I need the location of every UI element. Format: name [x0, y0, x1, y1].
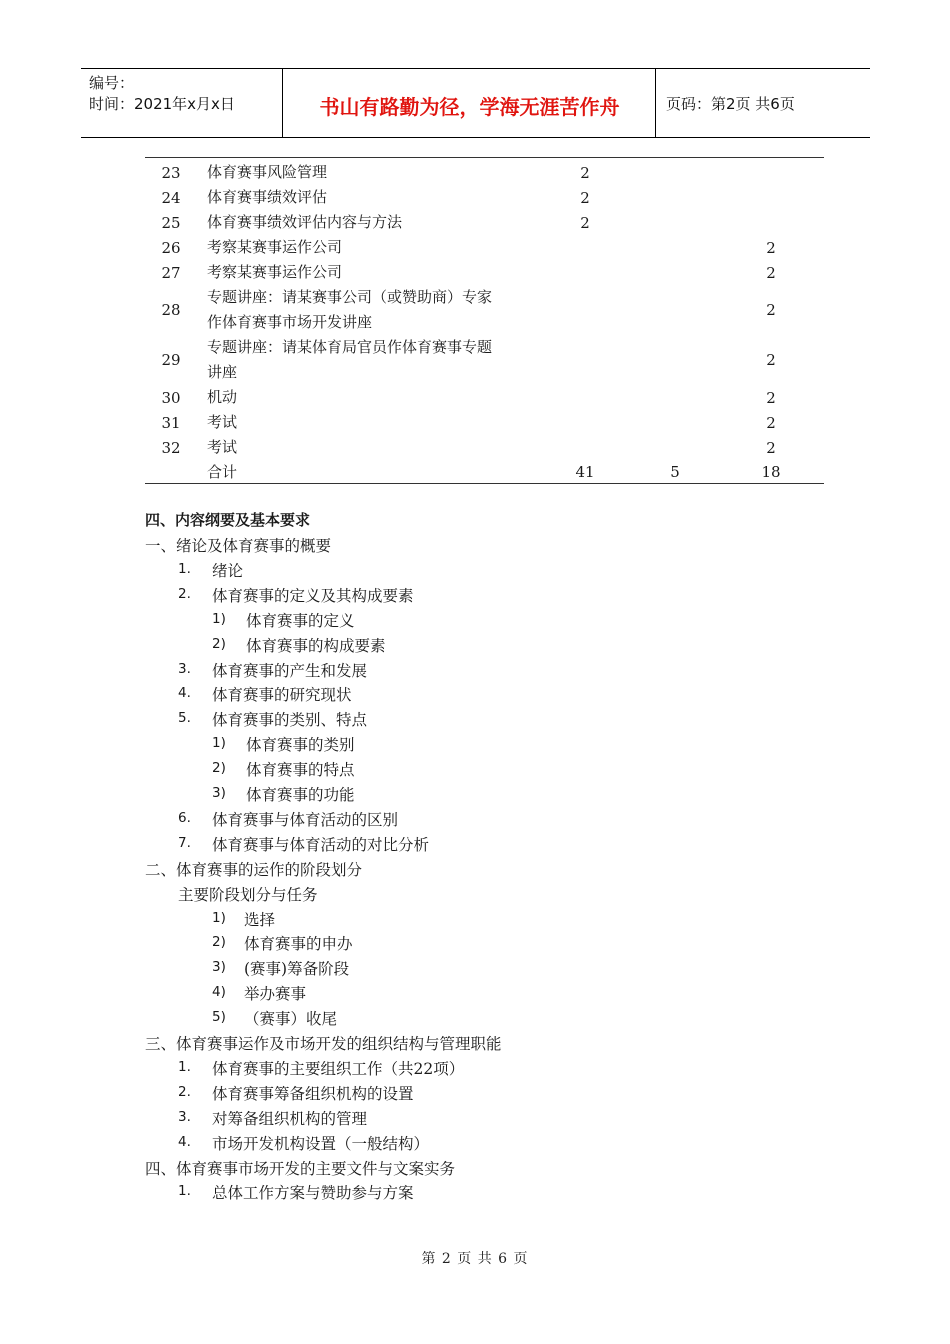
- total-label: 合计: [207, 463, 238, 481]
- outline-item-text: 三、体育赛事运作及市场开发的组织结构与管理职能: [145, 1035, 502, 1053]
- outline-item-text: 对筹备组织机构的管理: [212, 1109, 368, 1128]
- row-hours-c: 2: [766, 301, 776, 319]
- outline-item-text: 体育赛事的特点: [246, 761, 355, 780]
- outline-item-number: 2): [212, 635, 226, 652]
- outline-item-number: 2.: [178, 585, 191, 602]
- page-header: [81, 68, 870, 138]
- row-title: 考试: [207, 438, 238, 456]
- outline-item-text: 四、体育赛事市场开发的主要文件与文案实务: [145, 1159, 456, 1178]
- outline-item-number: 2): [212, 760, 226, 777]
- row-hours-c: 2: [766, 438, 776, 457]
- time-label: 时间：2021年x月x日: [89, 95, 235, 113]
- table-row: [145, 185, 824, 210]
- section-heading: 四、内容纲要及基本要求: [145, 511, 311, 529]
- row-title: 专题讲座：请某体育局官员作体育赛事专题: [207, 338, 493, 356]
- outline-item-number: 1): [212, 735, 226, 752]
- row-number: 31: [161, 413, 181, 432]
- outline-item-number: 1.: [178, 1183, 191, 1200]
- outline-item-text: 体育赛事的定义及其构成要素: [212, 586, 414, 605]
- outline-item-number: 1): [212, 610, 226, 627]
- outline-item-number: 5): [212, 1009, 226, 1026]
- row-title: 专题讲座：请某赛事公司（或赞助商）专家: [207, 288, 493, 306]
- outline-item-text: 体育赛事的产生和发展: [212, 661, 368, 680]
- outline-item-text: 体育赛事与体育活动的区别: [212, 810, 399, 829]
- outline-item-number: 1): [212, 909, 226, 926]
- code-label: 编号：: [89, 74, 135, 92]
- row-title: 考察某赛事运作公司: [207, 238, 343, 256]
- row-hours-c: 2: [766, 263, 776, 282]
- outline-item-text: (赛事)筹备阶段: [244, 960, 350, 979]
- table-row: [145, 335, 824, 385]
- row-title: 机动: [207, 388, 238, 406]
- table-row: [145, 260, 824, 285]
- row-hours-c: 2: [766, 388, 776, 407]
- outline-item-text: 二、体育赛事的运作的阶段划分: [145, 860, 363, 879]
- outline-item-text: 绪论: [212, 561, 244, 580]
- outline-item-text: 体育赛事的申办: [244, 935, 353, 954]
- outline-item-number: 5.: [178, 710, 191, 727]
- row-number: 25: [161, 213, 181, 232]
- table-row: [145, 285, 824, 335]
- table-row: [145, 210, 824, 235]
- row-number: 26: [161, 238, 181, 257]
- outline-item-number: 4): [212, 984, 226, 1001]
- outline-item-text: 体育赛事的构成要素: [246, 636, 386, 655]
- row-hours-c: 2: [766, 238, 776, 257]
- row-number: 27: [161, 263, 181, 282]
- row-title: 考察某赛事运作公司: [207, 263, 343, 281]
- row-number: 32: [161, 438, 181, 457]
- outline-item-text: 选择: [244, 910, 276, 929]
- outline-item-number: 7.: [178, 834, 191, 851]
- outline-item-number: 1.: [178, 560, 191, 577]
- outline-item-number: 3): [212, 959, 226, 976]
- outline-item-text: 体育赛事与体育活动的对比分析: [212, 835, 430, 854]
- course-hours-table: [145, 157, 824, 484]
- outline-item-text: 总体工作方案与赞助参与方案: [212, 1184, 414, 1203]
- outline-item-text: 市场开发机构设置（一般结构）: [212, 1134, 430, 1153]
- outline-item-text: （赛事）收尾: [244, 1010, 338, 1029]
- outline-item-number: 3.: [178, 1108, 191, 1125]
- outline-item-number: 2): [212, 934, 226, 951]
- header-motto: 书山有路勤为径，学海无涯苦作舟: [319, 95, 620, 119]
- row-title: 体育赛事绩效评估内容与方法: [207, 213, 403, 231]
- row-number: 28: [161, 301, 181, 319]
- outline-item-number: 2.: [178, 1083, 191, 1100]
- row-title: 讲座: [207, 363, 238, 381]
- row-hours-a: 2: [580, 188, 590, 207]
- outline-item-text: 举办赛事: [244, 985, 307, 1004]
- row-title: 作体育赛事市场开发讲座: [207, 313, 373, 331]
- table-row: [145, 235, 824, 260]
- table-total-row: [145, 460, 824, 485]
- header-divider-right: [655, 69, 656, 137]
- table-row: [145, 410, 824, 435]
- row-title: 考试: [207, 413, 238, 431]
- row-number: 30: [161, 388, 181, 407]
- outline-item-text: 主要阶段划分与任务: [178, 885, 318, 904]
- table-row: [145, 160, 824, 185]
- table-row: [145, 385, 824, 410]
- outline-item-number: 3): [212, 785, 226, 801]
- total-hours-b: 5: [670, 463, 680, 481]
- row-hours-c: 2: [766, 351, 776, 369]
- outline-item-number: 3.: [178, 660, 191, 677]
- total-hours-a: 41: [575, 463, 595, 481]
- outline-item-number: 6.: [178, 809, 191, 826]
- outline-item-text: 体育赛事的研究现状: [212, 686, 352, 705]
- outline-item-number: 4.: [178, 1133, 191, 1150]
- outline-item-text: 体育赛事的功能: [246, 786, 355, 804]
- row-number: 24: [161, 188, 181, 207]
- header-meta: [89, 73, 235, 115]
- page-footer: 第 2 页 共 6 页: [421, 1251, 529, 1267]
- row-hours-a: 2: [580, 163, 590, 182]
- row-hours-c: 2: [766, 413, 776, 432]
- row-title: 体育赛事风险管理: [207, 163, 328, 181]
- outline-item-text: 体育赛事筹备组织机构的设置: [212, 1084, 414, 1103]
- row-number: 29: [161, 351, 181, 369]
- outline-item-number: 4.: [178, 685, 191, 702]
- outline-item-number: 1.: [178, 1058, 191, 1075]
- row-title: 体育赛事绩效评估: [207, 188, 328, 206]
- outline-item-text: 体育赛事的类别: [246, 736, 355, 755]
- header-page-code: 页码：第2页 共6页: [666, 95, 795, 113]
- outline-item-text: 体育赛事的主要组织工作（共22项）: [212, 1059, 465, 1078]
- row-number: 23: [161, 163, 181, 182]
- outline-item-text: 体育赛事的类别、特点: [212, 711, 368, 730]
- table-row: [145, 435, 824, 460]
- outline-item-text: 一、绪论及体育赛事的概要: [145, 537, 332, 555]
- total-hours-c: 18: [761, 463, 781, 481]
- row-hours-a: 2: [580, 213, 590, 232]
- outline-item-text: 体育赛事的定义: [246, 611, 355, 630]
